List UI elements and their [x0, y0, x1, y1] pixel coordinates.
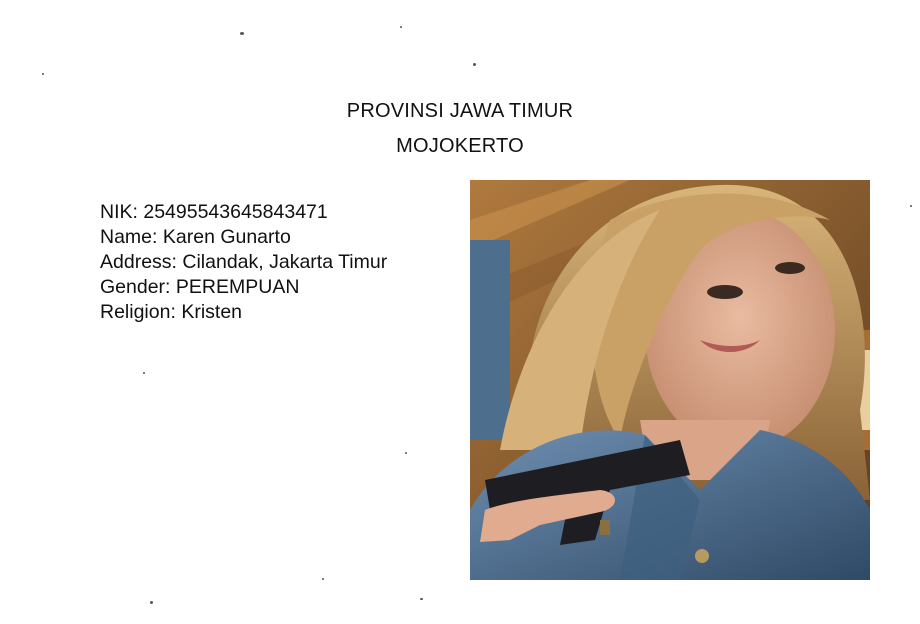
- field-value: 25495543645843471: [143, 201, 328, 223]
- portrait-photo-icon: [470, 180, 870, 580]
- portrait-photo: [470, 180, 870, 580]
- scan-speck: [42, 73, 44, 75]
- field-value: Karen Gunarto: [162, 226, 291, 248]
- field-gender: Gender: PEREMPUAN: [100, 276, 300, 298]
- field-nik: NIK: 25495543645843471: [100, 201, 328, 223]
- scan-speck: [473, 63, 476, 66]
- province-heading: PROVINSI JAWA TIMUR: [346, 100, 574, 122]
- identity-fields: [100, 200, 387, 325]
- field-label: Religion: [100, 301, 171, 323]
- scan-speck: [405, 452, 407, 454]
- field-value: Cilandak, Jakarta Timur: [182, 251, 388, 273]
- field-address: Address: Cilandak, Jakarta Timur: [100, 251, 388, 273]
- scan-speck: [240, 32, 244, 35]
- field-religion: Religion: Kristen: [100, 301, 243, 323]
- scan-speck: [420, 598, 423, 600]
- field-label: Address: [100, 251, 172, 273]
- field-name: Name: Karen Gunarto: [100, 226, 291, 248]
- field-value: PEREMPUAN: [175, 276, 300, 298]
- scan-speck: [143, 372, 145, 374]
- field-label: Name: [100, 226, 153, 248]
- field-value: Kristen: [181, 301, 243, 323]
- scan-speck: [150, 601, 153, 604]
- regency-heading: MOJOKERTO: [396, 135, 524, 157]
- scan-speck: [322, 578, 324, 580]
- scan-speck: [910, 205, 912, 207]
- field-label: Gender: [100, 276, 166, 298]
- scan-speck: [400, 26, 402, 28]
- field-label: NIK: [100, 201, 133, 223]
